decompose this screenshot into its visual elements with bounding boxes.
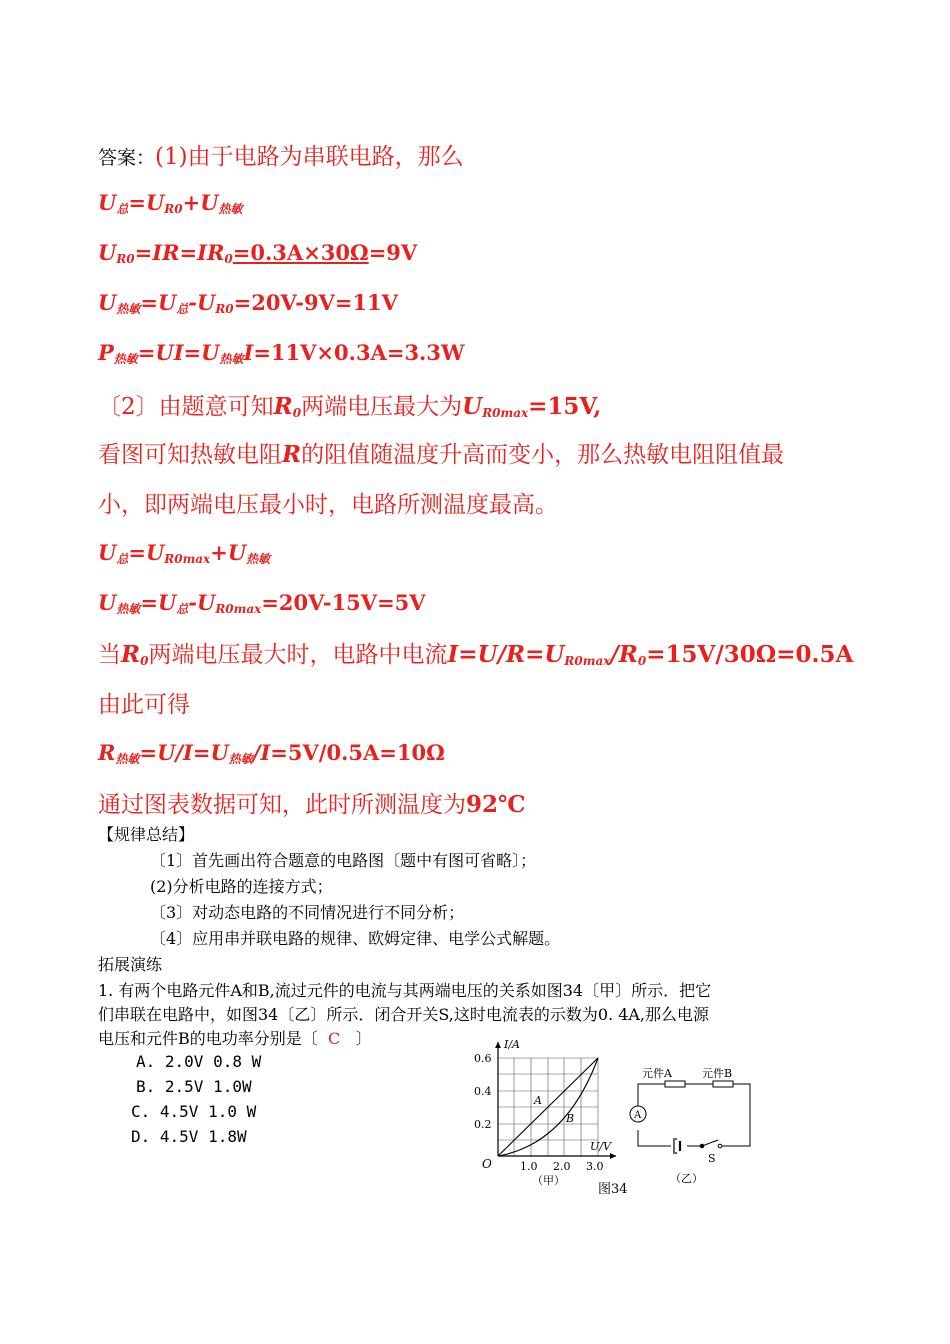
x-axis-arrow	[610, 1153, 616, 1159]
switch-contact	[718, 1144, 722, 1148]
ytick-3: 0.2	[474, 1118, 492, 1131]
option-c: C. 4.5V 1.0 W	[131, 1102, 257, 1121]
curve-a-label: A	[534, 1094, 542, 1107]
graph-sublabel: （甲）	[532, 1174, 565, 1187]
summary-item-1: 〔1〕首先画出符合题意的电路图〔题中有图可省略〕；	[150, 851, 537, 870]
equation-1: $U_总=U_{R0}+U_{热敏}$	[98, 190, 243, 216]
ammeter-label: A	[634, 1110, 642, 1121]
question-answer: C	[327, 1029, 341, 1048]
xtick-3: 3.0	[586, 1160, 604, 1173]
circuit-diagram	[630, 1081, 750, 1154]
figure-caption: 图34	[598, 1182, 628, 1197]
component-a-label: 元件A	[642, 1067, 672, 1080]
component-a-resistor	[665, 1081, 685, 1087]
answer-paragraph-3: 看图可知热敏电阻R的阻值随温度升高而变小，那么热敏电阻阻值最	[98, 441, 785, 468]
answer-heading: 答案：(1)由于电路为串联电路，那么	[98, 144, 464, 170]
component-b-label: 元件B	[702, 1067, 733, 1080]
practice-title: 拓展演练	[98, 955, 163, 974]
circuit-wire	[638, 1084, 750, 1146]
question-line-3: 电压和元件B的电功率分别是〔 C 〕	[98, 1029, 372, 1048]
summary-item-4: 〔4〕应用串并联电路的规律、欧姆定律、电学公式解题。	[150, 929, 561, 948]
answer-paragraph-7: 通过图表数据可知，此时所测温度为92℃	[98, 791, 526, 818]
option-a: A. 2.0V 0.8 W	[136, 1052, 262, 1071]
summary-item-3: 〔3〕对动态电路的不同情况进行不同分析；	[150, 903, 465, 922]
answer-paragraph-6: 由此可得	[98, 692, 190, 718]
equation-4: $P_{热敏}=UI=U_{热敏}I=11V\times 0.3A=3.3W$	[98, 340, 465, 366]
xtick-2: 2.0	[553, 1160, 571, 1173]
equation-6: $U_{热敏}=U_总-U_{R0max}=20V-15V=5V$	[98, 590, 426, 616]
equation-2: $U_{R0}=IR=IR_0=0.3A\times 30\Omega=9V$	[98, 240, 418, 266]
answer-paragraph-5: 当$R_0$两端电压最大时，电路中电流$I=U/R=U_{R0max}/R_0=15V/30\Omega=0.5A$	[98, 641, 854, 668]
graph-origin: O	[482, 1157, 492, 1171]
iv-graph	[474, 1038, 616, 1187]
answer-part-2: 〔2〕由题意可知$R_0$两端电压最大为$U_{R0max}=15V$,	[98, 393, 602, 420]
component-b-resistor	[713, 1081, 733, 1087]
equation-5: $U_总=U_{R0max}+U_{热敏}$	[98, 540, 271, 566]
y-axis-arrow	[495, 1042, 501, 1048]
option-b: B. 2.5V 1.0W	[136, 1077, 252, 1096]
xtick-1: 1.0	[520, 1160, 538, 1173]
question-line-2: 们串联在电路中，如图34〔乙〕所示．闭合开关S,这时电流表的示数为0. 4A,那么电源	[98, 1005, 710, 1024]
graph-xlabel: U/V	[590, 1140, 611, 1153]
question-line-1: 1. 有两个电路元件A和B,流过元件的电流与其两端电压的关系如图34〔甲〕所示．把它	[98, 981, 712, 1000]
summary-title: 【规律总结】	[98, 825, 195, 844]
equation-7: $R_{热敏}=U/I=U_{热敏}/I=5V/0.5A=10\Omega$	[98, 740, 445, 766]
curve-b-label: B	[566, 1112, 575, 1125]
equation-3: $U_{热敏}=U_总-U_{R0}=20V-9V=11V$	[98, 290, 398, 316]
circuit-sublabel: （乙）	[670, 1172, 703, 1185]
graph-ylabel: I/A	[504, 1038, 520, 1051]
ytick-1: 0.6	[474, 1052, 492, 1065]
option-d: D. 4.5V 1.8W	[131, 1127, 247, 1146]
summary-item-2: (2)分析电路的连接方式；	[150, 877, 333, 896]
switch-label: S	[708, 1152, 716, 1165]
answer-paragraph-4: 小，即两端电压最小时，电路所测温度最高。	[98, 492, 558, 518]
ytick-2: 0.4	[474, 1085, 492, 1098]
figure-34	[466, 1036, 766, 1206]
